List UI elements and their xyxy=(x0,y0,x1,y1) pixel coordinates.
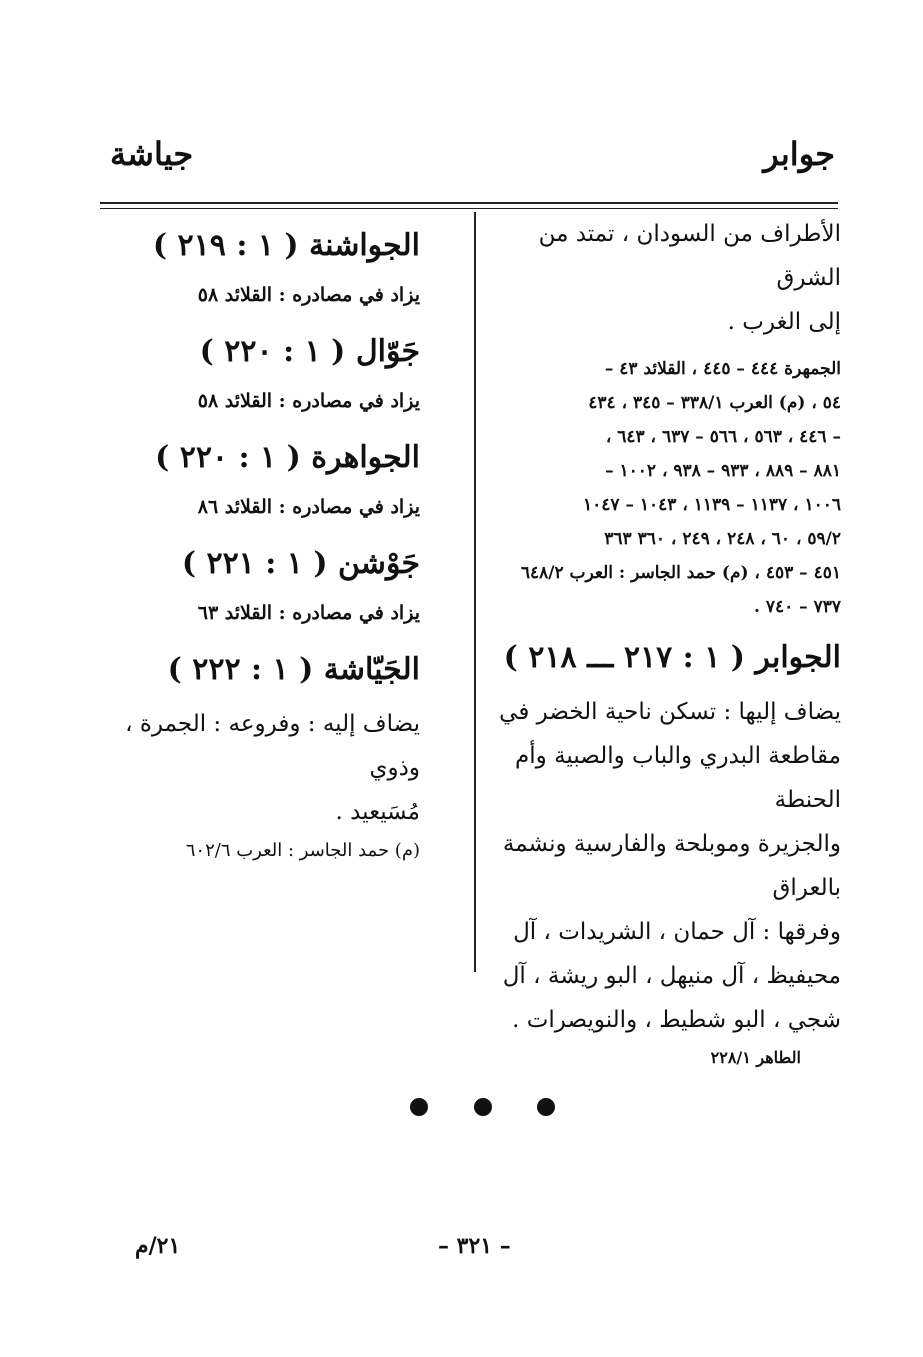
reference-line: ٤٥١ – ٤٥٣ ، (م) حمد الجاسر : العرب ٦٤٨/٢ xyxy=(520,563,841,583)
dot-icon xyxy=(410,1098,428,1116)
left-column xyxy=(100,212,420,882)
reference-line: ٥٩/٢ ، ٦٠ ، ٢٤٨ ، ٢٤٩ ، ٣٦٠ ٣٦٣ xyxy=(604,529,841,549)
end-reference: الطاهر ٢٢٨/١ xyxy=(710,1048,801,1067)
reference-line: ٧٣٧ – ٧٤٠ . xyxy=(754,597,841,617)
body-line: وفرقها : آل حمان ، الشريدات ، آل xyxy=(513,919,841,945)
column-divider xyxy=(474,212,476,972)
entry-source: يزاد في مصادره : القلائد ٥٨ xyxy=(197,390,420,412)
entry-title: جَوْشن ( ١ : ٢٢١ ) xyxy=(181,546,420,581)
body-line: مقاطعة البدري والباب والصبية وأم الحنطة xyxy=(515,743,841,813)
entry-title: جَوّال ( ١ : ٢٢٠ ) xyxy=(199,334,420,369)
intro-line: إلى الغرب . xyxy=(727,309,841,335)
body-line: والجزيرة وموبلحة والفارسية ونشمة بالعراق xyxy=(502,831,841,901)
entry xyxy=(100,646,420,868)
entry-source: يزاد في مصادره : القلائد ٥٨ xyxy=(197,284,420,306)
running-header-right: جوابر xyxy=(763,135,835,173)
dot-icon xyxy=(474,1098,492,1116)
intro-line: الأطراف من السودان ، تمتد من الشرق xyxy=(538,221,841,291)
running-header-left: جياشة xyxy=(110,135,194,173)
header-rule xyxy=(100,202,838,204)
entry-source: يزاد في مصادره : القلائد ٦٣ xyxy=(197,602,420,624)
reference-block xyxy=(489,352,841,624)
reference-line: – ٤٤٦ ، ٥٦٣ ، ٥٦٦ – ٦٣٧ ، ٦٤٣ ، xyxy=(605,427,841,447)
entry-source: يزاد في مصادره : القلائد ٨٦ xyxy=(197,496,420,518)
entry-title: الجَيّاشة ( ١ : ٢٢٢ ) xyxy=(167,652,420,687)
body-line: مُسَيعيد . xyxy=(335,799,420,825)
entry xyxy=(100,540,420,630)
right-column xyxy=(489,212,841,1074)
entry-reference: (م) حمد الجاسر : العرب ٦٠٢/٦ xyxy=(185,840,420,861)
dot-icon xyxy=(537,1098,555,1116)
section-separator xyxy=(410,1098,555,1116)
reference-line: ١٠٠٦ ، ١١٣٧ – ١١٣٩ ، ١٠٤٣ – ١٠٤٧ xyxy=(583,495,841,515)
body-line: يضاف إليها : تسكن ناحية الخضر في xyxy=(499,699,841,725)
reference-line: الجمهرة ٤٤٤ – ٤٤٥ ، القلائد ٤٣ – xyxy=(604,359,841,379)
entry xyxy=(100,434,420,524)
entry xyxy=(100,222,420,312)
body-line: محيفيظ ، آل منيهل ، البو ريشة ، آل xyxy=(502,963,841,989)
header-rule-thin xyxy=(100,208,838,209)
page-number: – ٣٢١ – xyxy=(438,1233,511,1259)
entry-title: الجواهرة ( ١ : ٢٢٠ ) xyxy=(155,440,420,475)
entry-title: الجواشنة ( ١ : ٢١٩ ) xyxy=(152,228,420,263)
body-line: شجي ، البو شطيط ، والنويصرات . xyxy=(512,1007,841,1033)
entry xyxy=(100,328,420,418)
reference-line: ٨٨١ – ٨٨٩ ، ٩٣٣ – ٩٣٨ ، ١٠٠٢ – xyxy=(605,461,841,481)
entry-title: الجوابر ( ١ : ٢١٧ ـــ ٢١٨ ) xyxy=(503,640,841,675)
body-line: يضاف إليه : وفروعه : الجمرة ، وذوي xyxy=(125,711,420,781)
signature-mark: ٢١/م xyxy=(135,1233,181,1259)
reference-line: ٥٤ ، (م) العرب ٣٣٨/١ – ٣٤٥ ، ٤٣٤ xyxy=(588,393,841,413)
